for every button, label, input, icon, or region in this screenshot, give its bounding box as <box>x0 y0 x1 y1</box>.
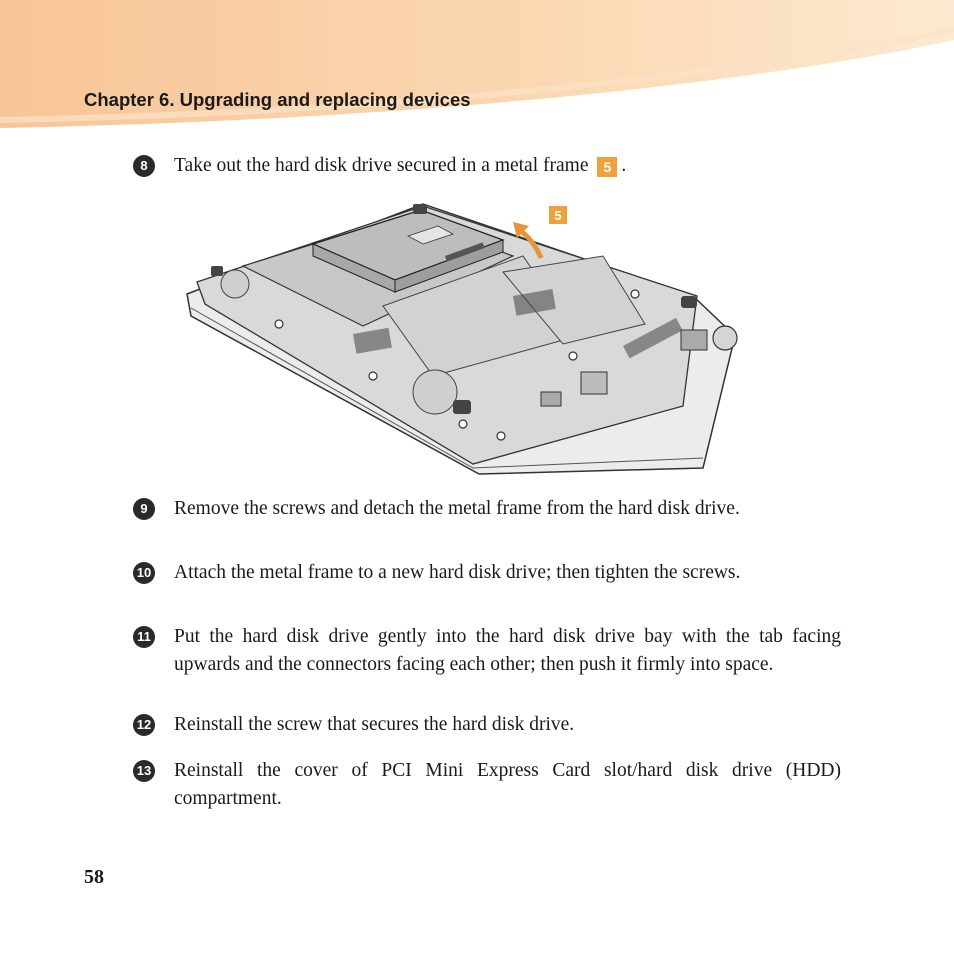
step-item <box>133 711 841 741</box>
step-item <box>133 623 841 707</box>
step-text <box>174 152 841 180</box>
step-text: Reinstall the screw that secures the hard disk drive. <box>174 714 575 735</box>
step-text: Reinstall the cover of PCI Mini Express Card slot/hard disk drive (HDD) compartment. <box>174 760 841 809</box>
step-number: 13 <box>133 760 155 782</box>
laptop-hdd-illustration <box>183 196 743 476</box>
step-text: Put the hard disk drive gently into the hard disk drive bay with the tab facing upwards and the connectors facing each other; then push it firmly into space. <box>174 626 841 675</box>
step-text: Attach the metal frame to a new hard disk drive; then tighten the screws. <box>174 562 741 583</box>
step-number: 9 <box>133 498 155 520</box>
step-item <box>133 559 841 615</box>
step-text: Remove the screws and detach the metal frame from the hard disk drive. <box>174 498 740 519</box>
step-suffix: . <box>621 155 627 176</box>
step-text-body: Take out the hard disk drive secured in a metal frame <box>174 155 589 176</box>
step-number: 10 <box>133 562 155 584</box>
callout-badge: 5 <box>597 157 617 177</box>
step-item <box>133 152 841 182</box>
step-item <box>133 495 841 551</box>
step-number: 8 <box>133 155 155 177</box>
figure-callout-label: 5 <box>554 208 562 223</box>
page-number: 58 <box>84 866 104 888</box>
step-number: 11 <box>133 626 155 648</box>
chapter-title: Chapter 6. Upgrading and replacing devices <box>84 89 471 110</box>
step-item <box>133 757 841 813</box>
step-number: 12 <box>133 714 155 736</box>
